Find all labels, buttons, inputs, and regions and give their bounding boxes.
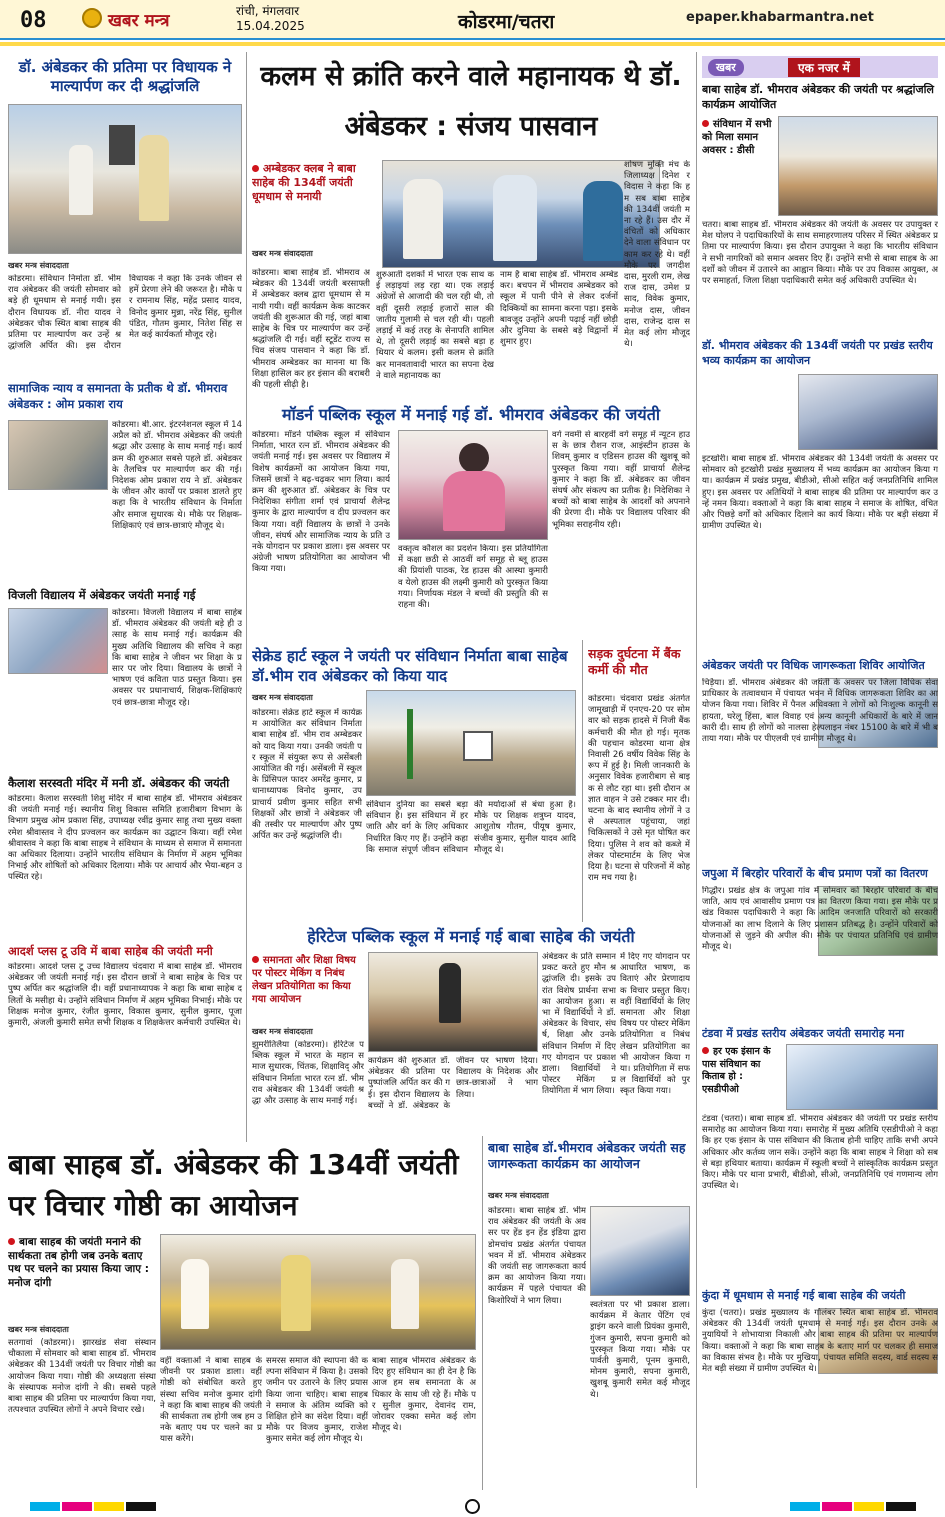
right-story4-title: जपुआ में बिरहोर परिवारों के बीच प्रमाण पत्रों का वितरण (702, 867, 928, 880)
right-story2-photo (798, 374, 938, 450)
center-story1-body2: वक्तृत्व कौशल का प्रदर्शन किया। इस प्रतियोगिता में कक्षा छठी से आठवीं वर्ग समूह से ब्लू हाउस की प्रियांशी पाठक, रेड हाउस की आस्था कुमारी व येलो हाउस की लक्ष्मी कुमारी को पुरस्कृत किया गया। निर्णायक मंडल ने बच्चों की प्रस्तुति की सराहना की। (398, 544, 548, 611)
center-story3-title: सड़क दुर्घटना में बैंक कर्मी की मौत (588, 646, 681, 677)
bottom-story-title: बाबा साहब डॉ. अंबेडकर की 134वीं जयंती पर विचार गोष्ठी का आयोजन (8, 1148, 459, 1222)
center-story6-title: बाबा साहेब डॉ.भीमराव अंबेडकर जयंती सह जागरूकता कार्यक्रम का आयोजन (488, 1140, 686, 1171)
bullet-icon (8, 1238, 15, 1245)
center-story2-body2: संविधान दुनिया का सबसे बड़ा संविधान है। इस संविधान में हर जाति और वर्ग के लिए अधिकार निर्धारित किए गए हैं। उन्होंने कहा कि समाज संपूर्ण जीवन संविधान की मर्यादाओं से बंधा हुआ है। मौके पर शिक्षक शत्रुघ्न यादव, आशुतोष गौतम, पीयूष कुमार, संजीव कुमार, सुनील यादव आदि मौजूद थे। (366, 800, 576, 855)
center-story2-byline: खबर मन्त्र संवाददाता (252, 693, 313, 702)
center-story4-body3: अंबेडकर के प्रति सम्मान प्रकट करते हुए मौन श्रद्धांजलि दी। इसके उपरांत विशेष प्रार्थना सभा का आयोजन हुआ। सभा में विद्यार्थियों ने डॉ. अंबेडकर के विचार, संघर्ष, शिक्षा और उनके संविधान निर्माण में दिए गए योगदान पर प्रकाश डाला। विद्यार्थियों ने पोस्टर मेकिंग प्रतियोगिता में भाग लिया। (542, 952, 616, 1097)
left-column (8, 52, 242, 1192)
center-story4-side-label: समानता और शिक्षा विषय पर पोस्टर मेकिंग व निबंध लेखन प्रतियोगिता का किया गया आयोजन (252, 955, 356, 1005)
brand-logo-icon (82, 8, 102, 28)
right-story1-side (702, 118, 774, 164)
right-story5-side-label: हर एक इंसान के पास संविधान का किताब हो : एसडीपीओ (702, 1046, 771, 1095)
lead-subhead-label: अम्बेडकर क्लब ने बाबा साहेब की 134वीं जयंती धूमधाम से मनायी (252, 162, 356, 203)
right-story2-body: इटखोरी। बाबा साहब डॉ. भीमराव अंबेडकर की 134वीं जयंती के अवसर पर सोमवार को इटखोरी प्रखंड मुख्यालय में भव्य कार्यक्रम का आयोजन किया गया। कार्यक्रम में प्रखंड प्रमुख, बीडीओ, सीओ सहित कई जनप्रतिनिधि शामिल हुए। इस अवसर पर अतिथियों ने बाबा साहब की प्रतिमा पर माल्यार्पण कर उन्हें नमन किया। वक्ताओं ने कहा कि बाबा साहब ने समाज के शोषित, वंचित और पिछड़े वर्गों को अधिकार दिलाने का कार्य किया। मौके पर बड़ी संख्या में ग्रामीण उपस्थित थे। (702, 454, 938, 532)
lead-headline (252, 52, 690, 158)
center-story1-title: मॉडर्न पब्लिक स्कूल में मनाई गई डॉ. भीमराव अंबेडकर की जयंती (282, 405, 660, 424)
left-story1-photo (8, 104, 242, 254)
left-story3-title: विजली विद्यालय में अंबेडकर जयंती मनाई गई (8, 588, 196, 602)
center-story4-title: हेरिटेज पब्लिक स्कूल में मनाई गई बाबा साहेब की जयंती (307, 927, 635, 946)
column-divider (696, 52, 697, 1488)
bottom-story-body3: समरस समाज की स्थापना की कल्पना संविधान में किया है। उसको जमीन पर उतारने के लिए प्रयास किया जाना चाहिए। बाबा साहब ने समाज के अंतिम व्यक्ति को शिक्षित होने का संदेश दिया। वहीं मौके पर विजय कुमार, राजेश कुमार समेत कई लोग मौजूद थे। (266, 1356, 368, 1445)
center-story2-title: सेक्रेड हार्ट स्कूल ने जयंती पर संविधान निर्माता बाबा साहेब डॉ.भीम राव अंबेडकर को किया याद (252, 647, 568, 685)
black-mark (126, 1502, 156, 1511)
right-story1-body: चतरा। बाबा साहब डॉ. भीमराव अंबेडकर की जयंती के अवसर पर उपायुक्त रमेश घोलप ने पदाधिकारियों के साथ समाहरणालय परिसर में स्थित अंबेडकर प्रतिमा पर माल्यार्पण किया। इस दौरान उपायुक्त ने कहा कि भारतीय संविधान ने सभी नागरिकों को समान अवसर दिए हैं। उन्होंने सभी से बाबा साहब के आदर्शों को जीवन में उतारने का आह्वान किया। मौके पर उप विकास आयुक्त, अपर समाहर्ता, जिला शिक्षा पदाधिकारी समेत कई अधिकारी उपस्थित थे। (702, 220, 938, 287)
center-story2-body: कोडरमा। सेक्रेड हार्ट स्कूल में कार्यक्रम आयोजित कर संविधान निर्माता बाबा साहेब डॉ. भीम राव अम्बेडकर को याद किया गया। उनकी जयंती पर स्कूल में संयुक्त रूप से असेंबली आयोजित की गई। असेंबली में स्कूल के प्रिंसिपल फादर अमरेंद्र कुमार, प्रधानाध्यापक विनोद कुमार, उप प्राचार्य प्रवीण कुमार सहित सभी शिक्षकों और छात्रों ने अंबेडकर जी की तस्वीर पर माल्यार्पण और पुष्प अर्पित कर उन्हें श्रद्धांजलि दी। (252, 708, 362, 842)
center-story2-photo (366, 690, 576, 796)
bottom-story-side-label: बाबा साहब की जयंती मनाने की सार्थकता तब होगी जब उनके बताए पथ पर चलने का प्रयास किया जाए : मनोज दांगी (8, 1236, 149, 1289)
center-story6-body: कोडरमा। बाबा साहेब डॉ. भीमराव अंबेडकर की जयंती के अवसर पर हेंड इन हेंड इंडिया द्वारा डोमचांच प्रखंड अंतर्गत पंचायत भवन में डॉ. भीमराव अंबेडकर की जयंती सह जागरूकता कार्यक्रम का आयोजन किया गया। कार्यक्रम में पहले पंचायत की किशोरियों ने भाग लिया। (488, 1206, 586, 1306)
right-story6-title: कुंदा में धूमधाम से मनाई गई बाबा साहेब की जयंती (702, 1289, 906, 1302)
left-story3-body: कोडरमा। विजली विद्यालय में बाबा साहेब डॉ. भीमराव अंबेडकर की जयंती बड़े ही उत्साह के साथ मनाई गई। कार्यक्रम की मुख्य अतिथि विद्यालय की सचिव ने कहा कि बाबा साहेब ने जीवन भर शिक्षा के प्रसार पर जोर दिया। विद्यालय के छात्रों ने भाषण एवं कविता पाठ प्रस्तुत किया। इस अवसर पर प्रधानाचार्य, शिक्षक-शिक्षिकाएं एवं छात्र-छात्रा मौजूद रहे। (112, 608, 242, 708)
right-story1-photo (778, 116, 938, 216)
left-story1-byline: खबर मन्त्र संवाददाता (8, 261, 69, 270)
right-column (702, 52, 938, 1488)
page-number: 08 (20, 8, 47, 33)
dateline (236, 4, 305, 34)
right-story2-title: डॉ. भीमराव अंबेडकर की 134वीं जयंती पर प्रखंड स्तरीय भव्य कार्यक्रम का आयोजन (702, 339, 933, 367)
right-story1-side-label: संविधान में सभी को मिला समान अवसर : डीसी (702, 119, 772, 156)
bottom-story-body2: वहीं वक्ताओं ने बाबा साहब के जीवनी पर प्रकाश डाला। वहीं गोष्ठी को संबोधित करते हुए संस्था सचिव मनोज कुमार दांगी ने कहा कि बाबा साहब की जयंती की सार्थकता तब होगी जब हम उनके बताए पथ पर चलने का प्रयास करेंगे। (160, 1356, 262, 1445)
center-story4-body: झुमरीतिलैया (कोडरमा)। हेरिटेज पब्लिक स्कूल में भारत के महान समाज सुधारक, चिंतक, शिक्षाविद् और संविधान निर्माता भारत रत्न डॉ. भीमराव अंबेडकर की 134वीं जयंती श्रद्धा और उत्साह के साथ मनाई गई। (252, 1040, 364, 1107)
left-story4-body: कोडरमा। कैलाश सरस्वती शिशु मंदिर में बाबा साहेब डॉ. भीमराव अंबेडकर की जयंती मनाई गई। स्थानीय शिशु विकास समिति हजारीबाग विभाग के विभाग प्रमुख ओम प्रकाश सिंह, उपाध्यक्ष रवींद्र कुमार साहू तथा मुख्य वक्ता रमेश श्रीवास्तव ने दीप प्रज्वलन कर कार्यक्रम का उद्घाटन किया। वहीं रमेश श्रीवास्तव ने कहा कि बाबा साहब ने संविधान के माध्यम से समाज में समानता का अधिकार दिलाया। उन्होंने भारतीय संविधान के निर्माण में अहम भूमिका निभाई और शोषितों को अधिकार दिलाया। मौके पर आचार्य और भैया-बहन उपस्थित रहे। (8, 794, 242, 883)
center-story6-byline: खबर मन्त्र संवाददाता (488, 1191, 549, 1200)
right-story5-photo (786, 1044, 938, 1110)
lead-body-col4: शोषण मुक्ति मंच के जिलाध्यक्ष दिनेश रविदास ने कहा कि हम सब बाबा साहेब की 134वीं जयंती मना रहे हैं। उस दौर में वंचितों को अधिकार देने वाला संविधान पर काम कर रहे थे। वहीं मौके पर जगदीश दास, मुरली राम, लेखराज दास, उमेश प्रसाद, विवेक कुमार, मनोज दास, जीवन दास, राजेन्द्र दास समेत कई लोग मौजूद थे। (624, 160, 690, 350)
column-divider (246, 52, 247, 1142)
right-story6-body: कुंदा (चतरा)। प्रखंड मुख्यालय के गोलंबर स्थित बाबा साहेब डॉ. भीमराव अंबेडकर की 134वीं जयंती धूमधाम से मनाई गई। इस दौरान उनके अनुयायियों ने शोभायात्रा निकाली और बाबा साहब की प्रतिमा पर माल्यार्पण किया। वक्ताओं ने कहा कि बाबा साहब के बताए मार्ग पर चलकर ही समाज का विकास संभव है। मौके पर मुखिया, पंचायत समिति सदस्य, वार्ड सदस्य समेत बड़ी संख्या में ग्रामीण उपस्थित थे। (702, 1308, 938, 1375)
right-story5-title: टंडवा में प्रखंड स्तरीय अंबेडकर जयंती समारोह मना (702, 1027, 904, 1040)
magenta-mark (822, 1502, 852, 1511)
center-story1-body: कोडरमा। मॉडर्न पब्लिक स्कूल में संविधान निर्माता, भारत रत्न डॉ. भीमराव अंबेडकर की जयंती मनाई गई। इस अवसर पर विद्यालय में विशेष कार्यक्रमों का आयोजन किया गया, जिसमें छात्रों ने बढ़-चढ़कर भाग लिया। कार्यक्रम की शुरुआत डॉ. अंबेडकर के चित्र पर निदेशिका संगीता शर्मा एवं प्राचार्या शैलेन्द्र कुमार के द्वारा माल्यार्पण व दीप प्रज्वलन कर किया गया। वहीं विद्यालय के छात्रों ने उनके जीवन, संघर्ष और सामाजिक न्याय के प्रति उनके योगदान पर प्रकाश डाला। इस अवसर पर अंग्रेजी भाषण प्रतियोगिता का आयोजन भी किया गया। (252, 430, 390, 575)
right-tag2: एक नजर में (788, 58, 860, 77)
bottom-story-side-text (8, 1236, 156, 1290)
cyan-mark (30, 1502, 60, 1511)
center-story4-body4: में दिए गए योगदान पर आधारित भाषण, कविताएं और प्रेरणादायक विचार प्रस्तुत किए। वहीं विद्यार्थियों के लिए समानता और शिक्षा विषय पर पोस्टर मेकिंग प्रतियोगिता व निबंध लेखन प्रतियोगिता का भी आयोजन किया गया। प्रतियोगिता में सफल विद्यार्थियों को पुरस्कृत किया गया। (620, 952, 690, 1097)
right-story1-body-a (702, 168, 774, 216)
lead-byline: खबर मन्त्र संवाददाता (252, 249, 313, 258)
right-story3-title: अंबेडकर जयंती पर विधिक जागरूकता शिविर आयोजित (702, 659, 925, 672)
lead-body-col3: नाम है बाबा साहेब डॉ. भीमराव अम्बेडकर। बचपन में भीमराव अम्बेडकर को स्कूल में पानी पीने से लेकर दर्जनों दिक्कियों का सामना करना पड़ा। इसके बावजूद उन्होंने अपनी पढ़ाई नहीं छोड़ी और दुनिया के सबसे बड़े विद्वानों में शुमार हुए। (500, 270, 618, 348)
center-story4-byline: खबर मन्त्र संवाददाता (252, 1027, 313, 1036)
yellow-mark (854, 1502, 884, 1511)
center-story4-side-text (252, 954, 364, 1006)
printer-marks (0, 1496, 945, 1517)
center-story3-body: कोडरमा। चंदवारा प्रखंड अंतर्गत जामूखाड़ी में एनएच-20 पर सोमवार को सड़क हादसे में निजी बैंक कर्मचारी की मौत हो गई। मृतक की पहचान कोडरमा थाना क्षेत्र निवासी 26 वर्षीय विवेक सिंह के रूप में हुई है। मिली जानकारी के अनुसार विवेक हजारीबाग से बाइक से लौट रहा था। इसी दौरान अज्ञात वाहन ने उसे टक्कर मार दी। घटना के बाद स्थानीय लोगों ने उसे अस्पताल पहुंचाया, जहां चिकित्सकों ने उसे मृत घोषित कर दिया। पुलिस ने शव को कब्जे में लेकर पोस्टमार्टम के लिए भेज दिया है। घटना से परिजनों में कोहराम मच गया है। (588, 694, 690, 884)
bullet-icon (252, 956, 259, 963)
center-story4-photo (368, 952, 538, 1052)
brand-name: खबर मन्त्र (108, 11, 170, 31)
black-mark (886, 1502, 916, 1511)
lead-subhead-text (252, 162, 378, 204)
yellow-mark (94, 1502, 124, 1511)
left-story2-body: कोडरमा। बी.आर. इंटरनेशनल स्कूल में 14 अप्रैल को डॉ. भीमराव अंबेडकर की जयंती श्रद्धा और उत्साह के साथ मनाई गई। कार्यक्रम की शुरुआत सबसे पहले डॉ. अंबेडकर के तैलचित्र पर माल्यार्पण कर की गई। निदेशक ओम प्रकाश राय ने डॉ. अंबेडकर के जीवन और कार्यों पर प्रकाश डालते हुए कहा कि वे भारतीय संविधान के निर्माता और समाज सुधारक थे। मौके पर शिक्षक-शिक्षिकाएं एवं छात्र-छात्राएं मौजूद थे। (112, 420, 242, 531)
issue-date: 15.04.2025 (236, 19, 305, 33)
registration-mark-icon (465, 1499, 480, 1514)
section-title: कोडरमा/चतरा (458, 11, 555, 33)
right-story5-side (702, 1046, 782, 1104)
bullet-icon (702, 120, 709, 127)
magenta-mark (62, 1502, 92, 1511)
place-day: रांची, मंगलवार (236, 4, 300, 18)
center-story4-body2: कार्यक्रम की शुरुआत डॉ. अंबेडकर की प्रतिमा पर पुष्पांजलि अर्पित कर की गई। इस दौरान विद्यालय के बच्चों ने डॉ. अंबेडकर के जीवन पर भाषण दिया। विद्यालय के निदेशक और छात्र-छात्राओं ने भाग लिया। (368, 1056, 538, 1111)
left-story5-title: आदर्श प्लस टू उवि में बाबा साहेब की जयंती मनी (8, 944, 213, 958)
masthead (0, 0, 945, 40)
bottom-story-body4: बाबा साहब भीमराव अंबेडकर के दिए हुए संविधान का ही देन है कि आज हम सब समानता के अधिकार के साथ जी रहे हैं। मौके पर सुनील कुमार, देवानंद राम, जोरावर एक्का समेत कई लोग मौजूद थे। (372, 1356, 476, 1434)
left-story4-title: कैलाश सरस्वती मंदिर में मनी डॉ. अंबेडकर की जयंती (8, 776, 230, 790)
bullet-icon (252, 165, 259, 172)
cyan-mark (790, 1502, 820, 1511)
left-story2-photo (8, 420, 108, 490)
center-story6-photo (590, 1206, 690, 1296)
lead-photo (382, 160, 660, 268)
left-story1-title: डॉ. अंबेडकर की प्रतिमा पर विधायक ने माल्यार्पण कर दी श्रद्धांजलि (18, 58, 232, 95)
bottom-story-byline: खबर मन्त्र संवाददाता (8, 1325, 69, 1334)
header-accent-bar (0, 42, 945, 46)
left-story1-body: कोडरमा। संविधान निर्माता डॉ. भीमराव अंबेडकर की जयंती सोमवार को बड़े ही धूमधाम से मनाई गयी। इस दौरान विधायक डॉ. नीरा यादव ने अंबेडकर चौक स्थित बाबा साहब की प्रतिमा पर माल्यार्पण कर उन्हें श्रद्धांजलि अर्पित की। इस दौरान विधायक ने कहा कि उनके जीवन से हमें प्रेरणा लेने की जरूरत है। मौके पर रामनाथ सिंह, महेंद्र प्रसाद यादव, विनोद कुमार मुन्ना, नरेंद्र सिंह, सुनील पंडित, गौतम कुमार, नितेश सिंह समेत कई कार्यकर्ता मौजूद रहे। (8, 274, 242, 352)
right-story1-title: बाबा साहेब डॉ. भीमराव अंबेडकर की जयंती पर श्रद्धांजलि कार्यक्रम आयोजित (702, 83, 934, 111)
lead-headline-text: कलम से क्रांति करने वाले महानायक थे डॉ. अंबेडकर : संजय पासवान (260, 61, 682, 142)
left-story2-title: सामाजिक न्याय व समानता के प्रतीक थे डॉ. भीमराव अंबेडकर : ओम प्रकाश राय (8, 381, 228, 411)
bottom-story-body: सतगावां (कोडरमा)। झारखंड सेवा संस्थान चौकाला में सोमवार को बाबा साहब डॉ. भीमराव अंबेडकर की 134वीं जयंती पर विचार गोष्ठी का आयोजन किया गया। गोष्ठी की अध्यक्षता संस्था के संस्थापक मनोज दांगी ने की। सबसे पहले बाबा साहब की प्रतिमा पर माल्यार्पण किया गया, तत्पश्चात उपस्थित लोगों ने अपने विचार रखे। (8, 1338, 156, 1416)
left-story5-body: कोडरमा। आदर्श प्लस टू उच्च विद्यालय चंदवारा में बाबा साहेब डॉ. भीमराव अंबेडकर जी जयंती मनाई गई। इस दौरान छात्रों ने बाबा साहेब के चित्र पर पुष्प अर्पित कर श्रद्धांजलि दी। वहीं प्रधानाध्यापक ने कहा कि बाबा साहेब दलितों के मसीहा थे। उन्होंने संविधान निर्माण में अहम भूमिका निभाई। मौके पर शिक्षक मनोज कुमार, रंजीत कुमार, विकास कुमार, सुनील कुमार, पूजा कुमारी, अंजली कुमारी समेत सभी शिक्षक व शिक्षकेत्तर कर्मचारी उपस्थित थे। (8, 962, 242, 1029)
lead-body-col1: कोडरमा। बाबा साहेब डॉ. भीमराव अम्बेडकर की 134वीं जयंती बरसाफ्ती में अम्बेडकर क्लब द्वारा धूमधाम से मनायी गयी। वहीं कार्यक्रम केक काटकर जयंती की शुरूआत की गई, जहां बाबा साहेब के चित्र पर माल्यार्पण कर उन्हें श्रद्धांजलि दी गई। वहीं स्टूडेंट राज्य सचिव संजय पासवान ने कहा कि डॉ. भीमराव अम्बेडकर का मानना था कि शिक्षा हासिल कर हर इंसान की बराबरी की पहली सीढ़ी है। (252, 268, 370, 391)
column-divider (582, 640, 583, 922)
lead-body-col2: शुरुआती दशकों में भारत एक साथ कई लड़ाइयां लड़ रहा था। एक लड़ाई अंग्रेजों से आजादी की चल रही थी, तो वहीं दूसरी लड़ाई हजारों साल की जातीय गुलामी से चल रही थी। पहली लड़ाई में कई तरह के सेनापति शामिल थे, तो दूसरी लड़ाई का सबसे बड़ा हथियार थे कलम। इसी कलम से क्रांति कर मानवतावादी भारत का सपना देखने वाले महानायक का (376, 270, 494, 381)
bullet-icon (702, 1047, 709, 1054)
epaper-link[interactable]: epaper.khabarmantra.net (686, 10, 874, 25)
center-story6-body2: स्वतंत्रता पर भी प्रकाश डाला। कार्यक्रम में केतार पेंटिंग एवं ड्राइंग करने वाली प्रियंका कुमारी, गुंजन कुमारी, सपना कुमारी को पुरस्कृत किया गया। मौके पर पार्वती कुमारी, पूनम कुमारी, मोनम कुमारी, सपना कुमारी, खुशबू कुमारी समेत कई मौजूद थे। (590, 1300, 690, 1400)
lead-subhead (252, 162, 378, 242)
right-story4-body: गिद्धौर। प्रखंड क्षेत्र के जपुआ गांव में सोमवार को बिरहोर परिवारों के बीच जाति, आय एवं आवासीय प्रमाण पत्र का वितरण किया गया। इस मौके पर प्रखंड विकास पदाधिकारी ने कहा कि आदिम जनजाति परिवारों को सरकारी योजनाओं का लाभ दिलाने के लिए प्रशासन प्रतिबद्ध है। उन्होंने परिवारों को योजनाओं से जुड़ने की अपील की। मौके पर पंचायत प्रतिनिधि एवं ग्रामीण मौजूद थे। (702, 886, 938, 953)
right-story3-body: चिड़ैया। डॉ. भीमराव अंबेडकर की जयंती के अवसर पर जिला विधिक सेवा प्राधिकार के तत्वावधान में पंचायत भवन में विधिक जागरूकता शिविर का आयोजन किया गया। शिविर में पैनल अधिवक्ता ने लोगों को निःशुल्क कानूनी सहायता, घरेलू हिंसा, बाल विवाह एवं अन्य कानूनी अधिकारों के बारे में जानकारी दी। साथ ही लोगों को नालसा हेल्पलाइन नंबर 15100 के बारे में भी बताया गया। मौके पर पीएलवी एवं ग्रामीण मौजूद थे। (702, 678, 938, 745)
right-story5-body: टंडवा (चतरा)। बाबा साहब डॉ. भीमराव अंबेडकर की जयंती पर प्रखंड स्तरीय समारोह का आयोजन किया गया। समारोह में मुख्य अतिथि एसडीपीओ ने कहा कि हर एक इंसान के पास संविधान की किताब होनी चाहिए ताकि सभी अपने अधिकार और कर्तव्य जान सकें। उन्होंने कहा कि बाबा साहब ने शिक्षा को सबसे बड़ा हथियार बताया। कार्यक्रम में स्कूली बच्चों ने सांस्कृतिक कार्यक्रम प्रस्तुत किए। मौके पर थाना प्रभारी, बीडीओ, सीओ, जनप्रतिनिधि एवं गणमान्य लोग उपस्थित थे। (702, 1114, 938, 1192)
center-story4-side (252, 954, 364, 1022)
bottom-story-side (8, 1236, 156, 1320)
center-story1-body3: वर्ग नवमी से बारहवीं वर्ग समूह में न्यूटन हाउस के छात्र रौशन राज, आइंस्टीन हाउस के शिवम् कुमार व एडिसन हाउस की खुशबू को पुरस्कृत किया गया। वहीं प्राचार्या शैलेन्द्र कुमार ने कहा कि डॉ. अंबेडकर का जीवन संघर्ष और संकल्प का प्रतीक है। निदेशिका ने बच्चों को बाबा साहेब के आदर्शों को अपनाने की प्रेरणा दी। मौके पर विद्यालय परिवार की भूमिका सराहनीय रही। (552, 430, 690, 530)
bottom-story-photo (160, 1234, 476, 1350)
column-divider (482, 1136, 483, 1490)
right-column-tagbar (702, 56, 938, 78)
right-story2-body-a (702, 374, 794, 450)
right-tag: खबर (708, 59, 744, 76)
center-story1-photo (398, 430, 548, 540)
left-story3-photo (8, 608, 108, 674)
